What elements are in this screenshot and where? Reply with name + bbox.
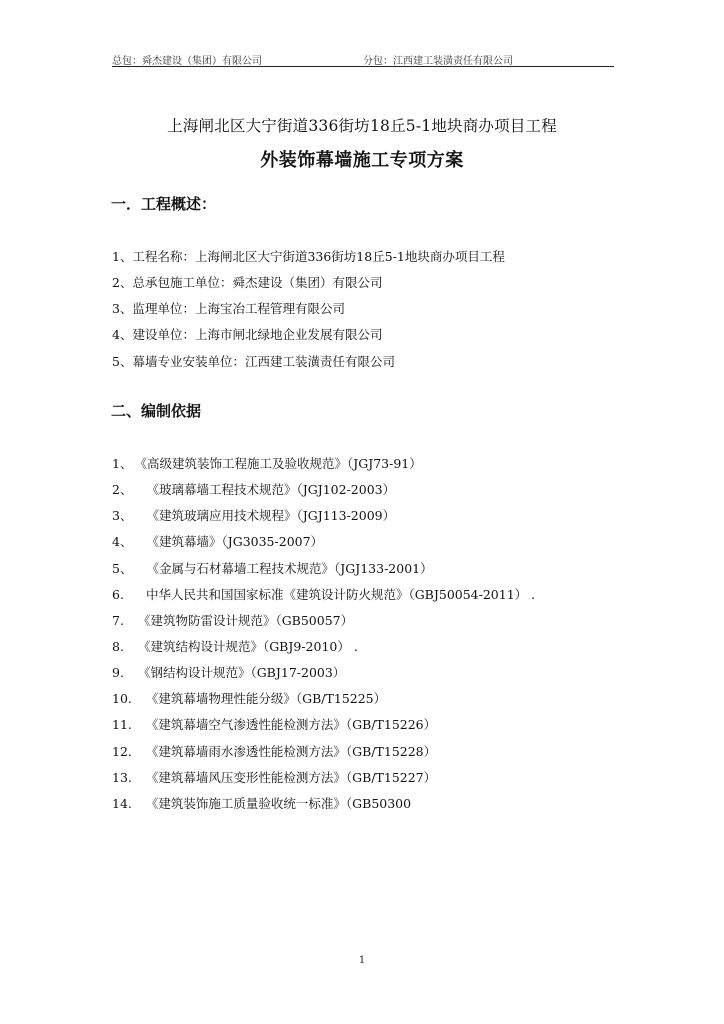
basis-item (112, 716, 436, 734)
basis-item-number: 6. (112, 587, 124, 602)
overview-item: 5、幕墙专业安装单位：江西建工装潢责任有限公司 (112, 354, 395, 369)
basis-item-number: 5、 (112, 561, 133, 576)
basis-item-number: 13. (112, 770, 132, 785)
basis-item-text: 《建筑幕墙空气渗透性能检测方法》（GB/T15226） (145, 717, 437, 732)
basis-item-text: 《建筑幕墙》（JG3035-2007） (146, 534, 324, 549)
basis-item-text: 《建筑玻璃应用技术规程》（JGJ113-2009） (146, 508, 396, 523)
header-subcontractor: 分包：江西建工装潢责任有限公司 (363, 56, 513, 67)
basis-item-text: 《建筑幕墙风压变形性能检测方法》（GB/T15227） (145, 770, 437, 785)
basis-item (112, 533, 323, 551)
overview-item: 1、工程名称：上海闸北区大宁街道336街坊18丘5-1地块商办项目工程 (112, 249, 505, 264)
basis-item-text: 《建筑物防雷设计规范》（GB50057） (137, 613, 354, 628)
basis-item-text: 《建筑结构设计规范》（GBJ9-2010） . (137, 639, 358, 654)
page-number: 1 (358, 955, 366, 966)
basis-item (112, 455, 422, 473)
basis-item-text: 《玻璃幕墙工程技术规范》（JGJ102-2003） (146, 482, 396, 497)
project-title: 上海闸北区大宁街道336街坊18丘5-1地块商办项目工程 (167, 117, 557, 135)
section-heading-basis: 二、编制依据 (111, 402, 202, 420)
basis-item-number: 2、 (112, 482, 133, 497)
basis-item-text: 《钢结构设计规范》（GBJ17-2003） (137, 665, 346, 680)
overview-item: 4、建设单位：上海市闸北绿地企业发展有限公司 (112, 327, 383, 342)
basis-item-number: 3、 (112, 508, 133, 523)
basis-item (112, 795, 411, 813)
basis-item-text: 《金属与石材幕墙工程技术规范》（JGJ133-2001） (146, 561, 433, 576)
basis-item-number: 10. (112, 691, 132, 706)
basis-item-text: 《建筑幕墙物理性能分级》（GB/T15225） (145, 691, 387, 706)
basis-item-number: 4、 (112, 534, 133, 549)
basis-item (112, 690, 386, 708)
basis-item-number: 9. (112, 665, 124, 680)
page-header (112, 50, 614, 67)
basis-item-number: 7. (112, 613, 124, 628)
basis-item (112, 743, 436, 761)
basis-item-text: 《高级建筑装饰工程施工及验收规范》（JGJ73-91） (134, 456, 422, 471)
basis-item (112, 560, 433, 578)
basis-item (112, 664, 345, 682)
overview-item: 3、监理单位：上海宝冶工程管理有限公司 (112, 301, 345, 316)
basis-item (112, 481, 395, 499)
basis-item-number: 14. (112, 796, 132, 811)
basis-item-number: 8. (112, 639, 124, 654)
document-title: 外装饰幕墙施工专项方案 (260, 150, 464, 171)
basis-item-text: 《建筑幕墙雨水渗透性能检测方法》（GB/T15228） (145, 744, 437, 759)
basis-item-number: 12. (112, 744, 132, 759)
basis-item (112, 638, 358, 656)
basis-item (112, 769, 436, 787)
overview-item: 2、总承包施工单位：舜杰建设（集团）有限公司 (112, 275, 383, 290)
basis-item-number: 1、 (112, 456, 133, 471)
basis-item (112, 586, 535, 604)
basis-item-text: 中华人民共和国国家标准《建筑设计防火规范》（GBJ50054-2011） . (145, 587, 536, 602)
basis-item-number: 11. (112, 717, 132, 732)
basis-item (112, 507, 395, 525)
section-heading-overview: 一．工程概述： (111, 195, 217, 213)
header-general-contractor: 总包：舜杰建设（集团）有限公司 (112, 56, 262, 67)
basis-item-text: 《建筑装饰施工质量验收统一标准》（GB50300 (145, 796, 412, 811)
basis-item (112, 612, 353, 630)
